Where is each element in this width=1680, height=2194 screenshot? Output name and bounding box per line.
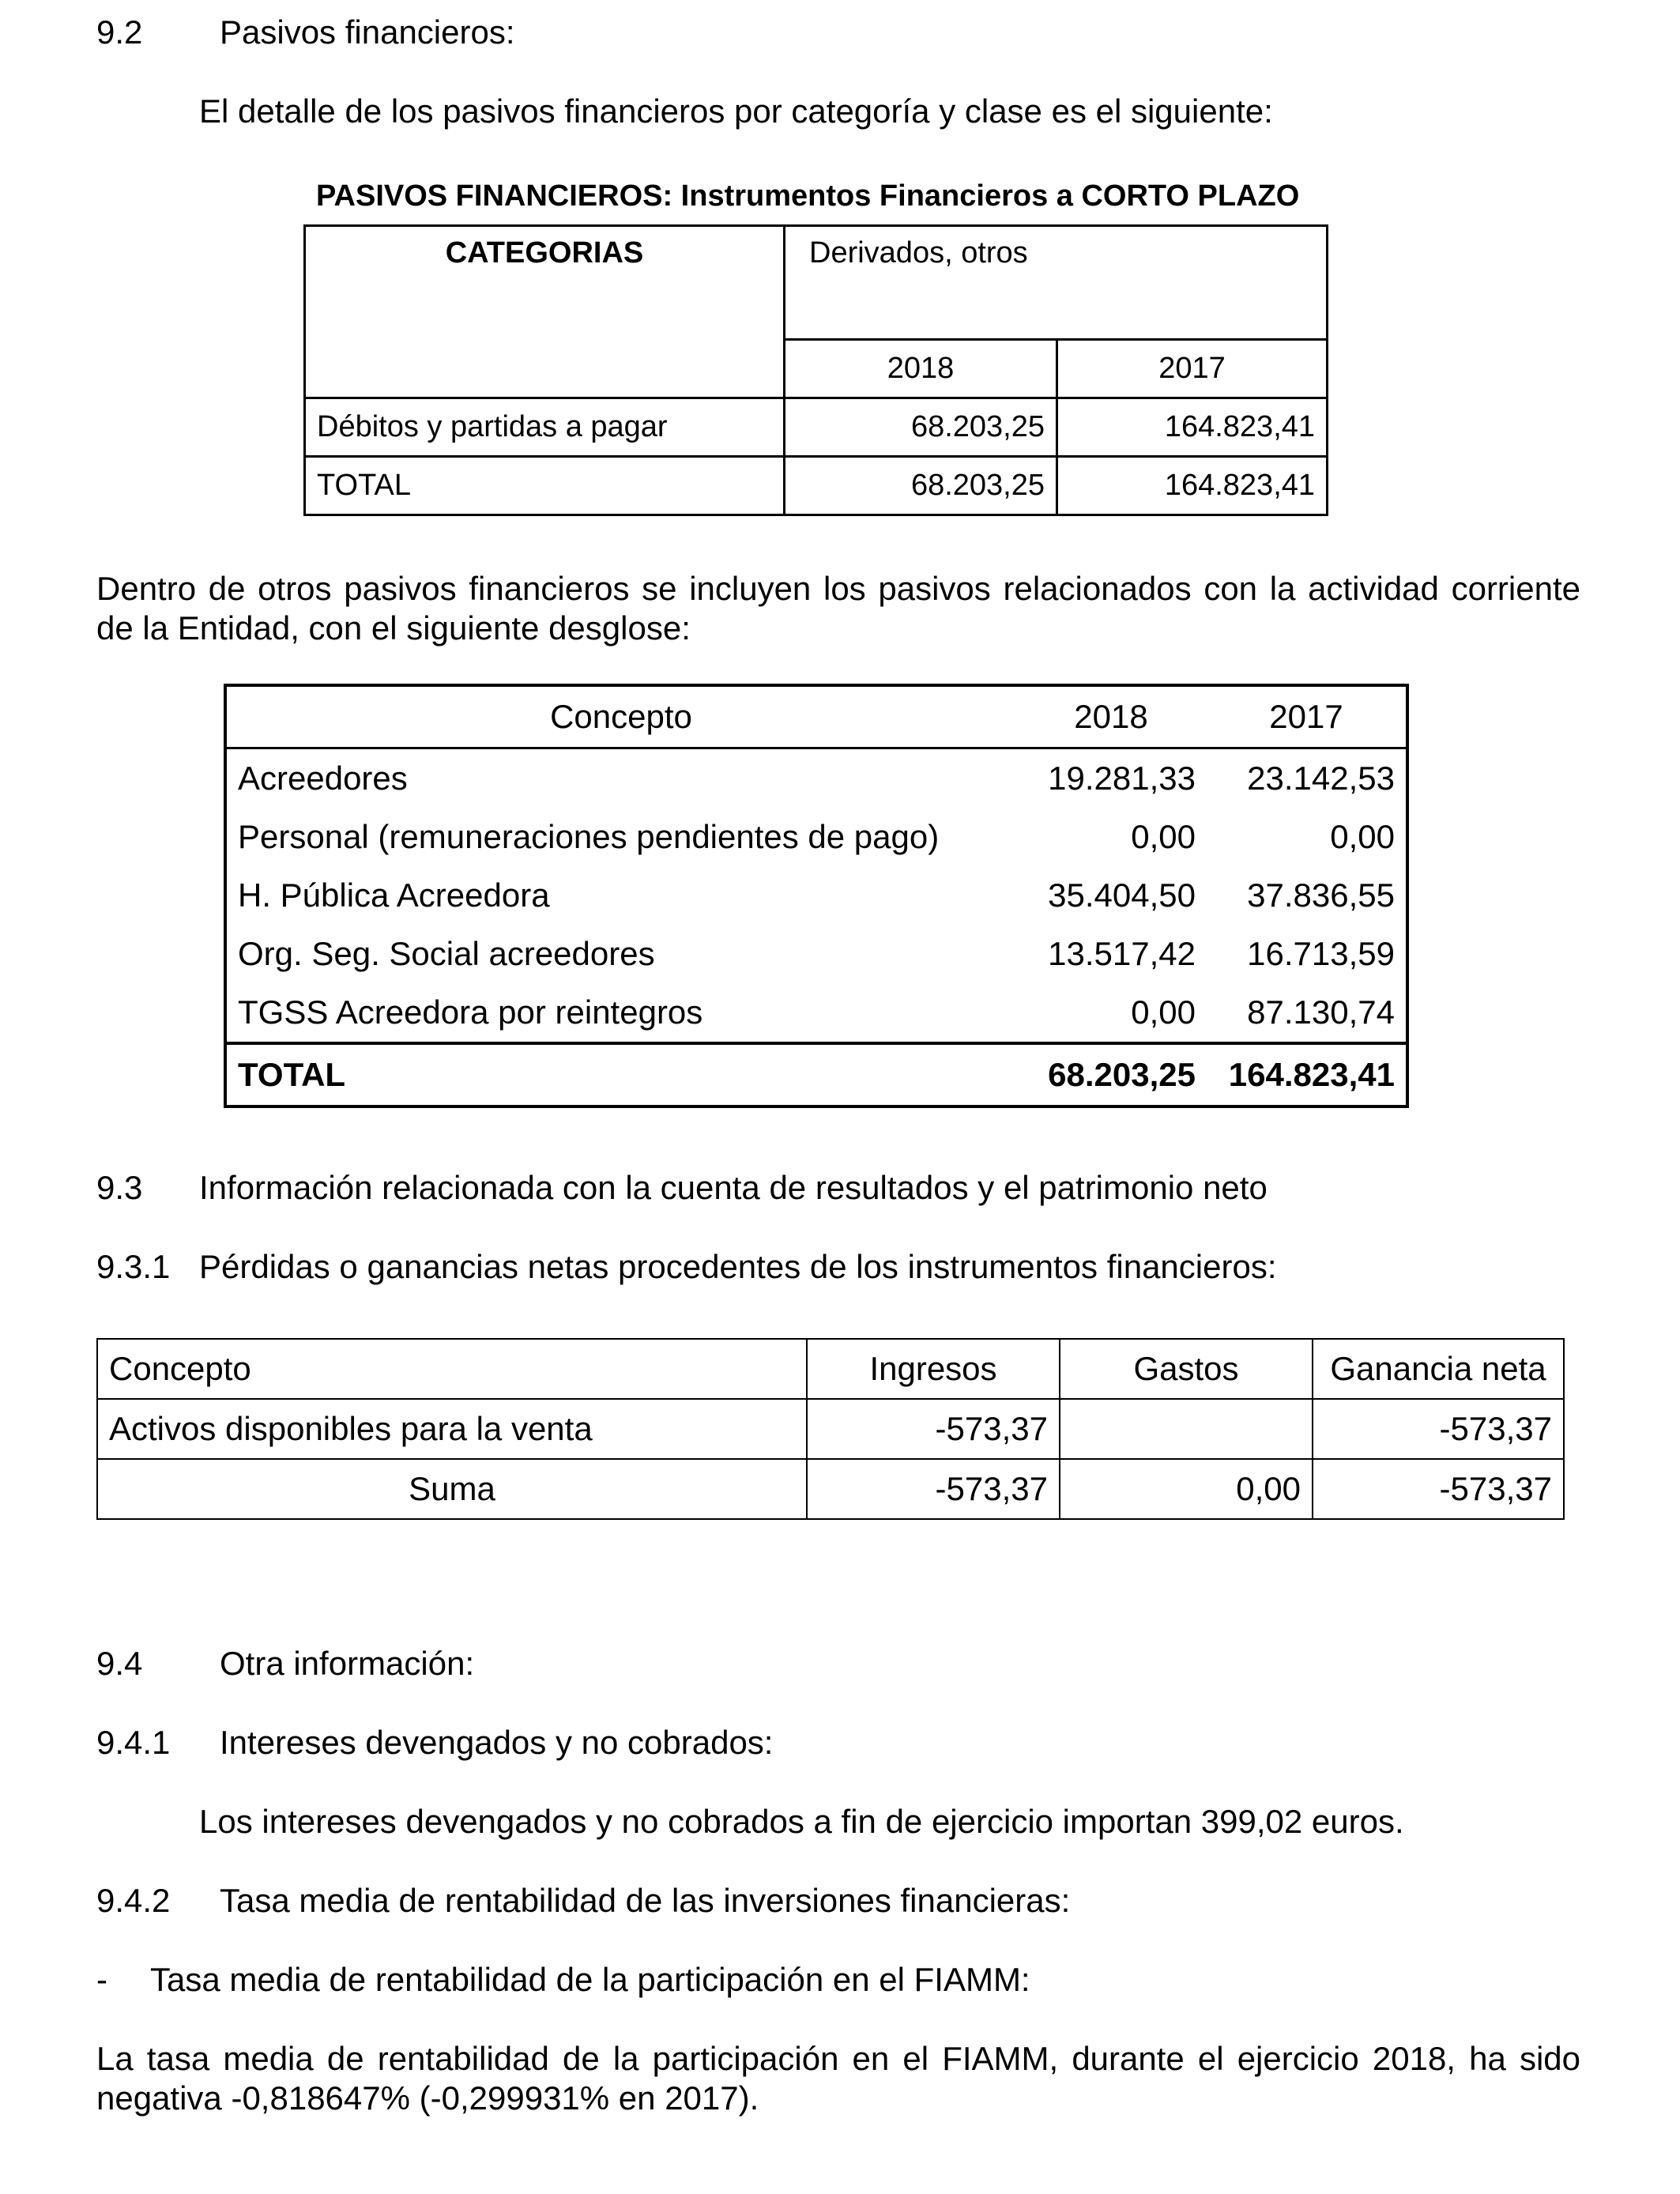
header-year-2017: 2017 [1207,685,1407,748]
section-title-9-4: Otra información: [220,1645,475,1682]
value-2018: 0,00 [1131,818,1196,855]
table-desglose-pasivos [224,684,1409,1108]
value-2018: 0,00 [1131,993,1196,1031]
row-label: Acreedores [238,760,408,797]
table-pasivos-corto-plazo [303,224,1328,516]
bullet-text: Tasa media de rentabilidad de la participación en el FIAMM: [150,1961,1030,1998]
section-title-9-4-2: Tasa media de rentabilidad de las inversiones financieras: [220,1882,1071,1919]
total-2018: 68.203,25 [1015,1043,1207,1106]
table-row [225,983,1407,1043]
suma-gastos: 0,00 [1060,1459,1313,1519]
value-ingresos: -573,37 [807,1399,1060,1459]
value-2018: 13.517,42 [1048,935,1196,972]
total-row [225,1043,1407,1106]
value-2018: 68.203,25 [785,457,1057,515]
value-2018: 68.203,25 [785,398,1057,457]
row-label: Org. Seg. Social acreedores [238,935,655,972]
row-label: Activos disponibles para la venta [97,1399,807,1459]
header-ganancia-neta: Ganancia neta [1313,1339,1564,1399]
table-row [225,748,1407,809]
table-row [97,1399,1564,1459]
table1-title: PASIVOS FINANCIEROS: Instrumentos Financieros a CORTO PLAZO [316,179,1300,213]
value-2017: 87.130,74 [1247,993,1395,1031]
suma-ingresos: -573,37 [807,1459,1060,1519]
header-gastos: Gastos [1060,1339,1313,1399]
value-2017: 37.836,55 [1247,876,1395,914]
row-label: Débitos y partidas a pagar [305,398,785,457]
section-title-9-4-1: Intereses devengados y no cobrados: [220,1724,774,1761]
value-2017: 16.713,59 [1247,935,1395,972]
intereses-text: Los intereses devengados y no cobrados a fin de ejercicio importan 399,02 euros. [199,1803,1404,1840]
table-row [225,808,1407,866]
value-2018: 19.281,33 [1048,760,1196,797]
value-2017: 164.823,41 [1057,398,1328,457]
header-clase: Derivados, otros [785,226,1328,340]
intro-paragraph: El detalle de los pasivos financieros por categoría y clase es el siguiente: [199,92,1273,130]
otros-pasivos-paragraph: Dentro de otros pasivos financieros se incluyen los pasivos relacionados con la actividad corriente de la Entidad, con el siguiente desglose: [96,570,1580,647]
row-label: TGSS Acreedora por reintegros [238,993,703,1031]
table-row [305,398,1328,457]
table-perdidas-ganancias [96,1338,1565,1520]
value-2017: 164.823,41 [1057,457,1328,515]
header-ingresos: Ingresos [807,1339,1060,1399]
header-concepto: Concepto [225,685,1015,748]
value-gastos [1060,1399,1313,1459]
section-title-9-2: Pasivos financieros: [220,13,515,51]
value-ganancia: -573,37 [1313,1399,1564,1459]
header-year-2017: 2017 [1057,340,1328,398]
suma-ganancia: -573,37 [1313,1459,1564,1519]
section-number-9-4-2: 9.4.2 [96,1882,171,1919]
value-2018: 35.404,50 [1048,876,1196,914]
value-2017: 23.142,53 [1247,760,1395,797]
value-2017: 0,00 [1330,818,1395,855]
header-concepto: Concepto [97,1339,807,1399]
total-label: TOTAL [225,1043,1015,1106]
row-label: TOTAL [305,457,785,515]
section-number-9-3: 9.3 [96,1169,143,1206]
suma-label: Suma [97,1459,807,1519]
table-row [225,866,1407,925]
bullet-dash: - [96,1961,107,1998]
suma-row [97,1459,1564,1519]
section-number-9-3-1: 9.3.1 [96,1248,171,1285]
section-number-9-2: 9.2 [96,13,143,51]
final-paragraph: La tasa media de rentabilidad de la participación en el FIAMM, durante el ejercicio 2018, ha sido negativa -0,818647% (-0,299931% en 2017). [96,2040,1580,2117]
row-label: H. Pública Acreedora [238,876,550,914]
section-title-9-3-1: Pérdidas o ganancias netas procedentes de los instrumentos financieros: [199,1248,1277,1285]
section-number-9-4: 9.4 [96,1645,143,1682]
table-row [225,925,1407,983]
row-label: Personal (remuneraciones pendientes de pago) [238,818,940,855]
section-number-9-4-1: 9.4.1 [96,1724,171,1761]
section-title-9-3: Información relacionada con la cuenta de resultados y el patrimonio neto [199,1169,1268,1206]
header-year-2018: 2018 [1015,685,1207,748]
table-row [305,457,1328,515]
total-2017: 164.823,41 [1207,1043,1407,1106]
header-year-2018: 2018 [785,340,1057,398]
header-categorias: CATEGORIAS [305,226,785,398]
